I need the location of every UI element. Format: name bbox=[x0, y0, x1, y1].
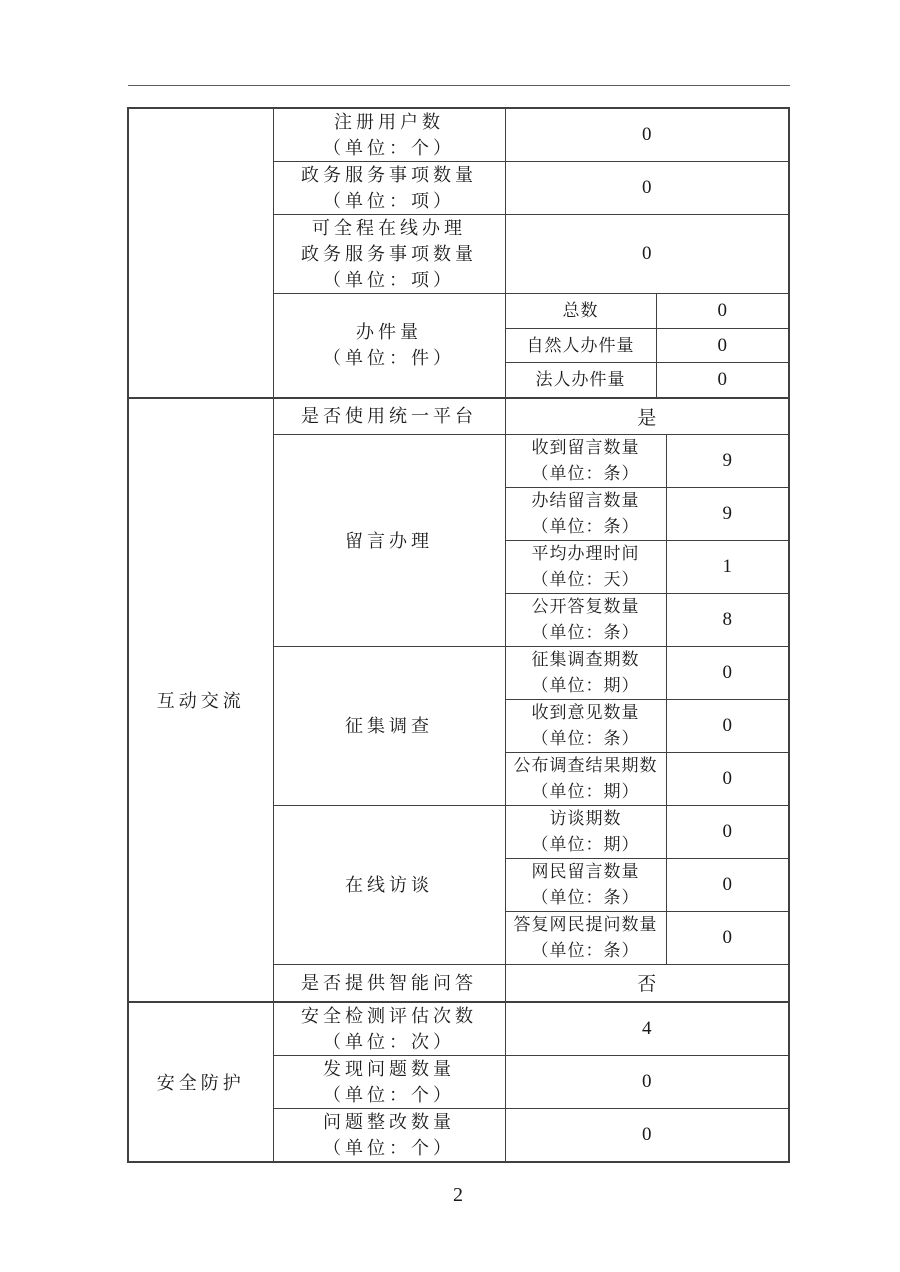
metric-value-online-service-items bbox=[505, 215, 789, 294]
metric-value-problems-found bbox=[505, 1055, 789, 1108]
group-label: 互动交流 bbox=[156, 690, 245, 711]
metric-value-text: 4 bbox=[642, 1017, 652, 1039]
subrow-label-text: 收到意见数量 bbox=[531, 703, 640, 722]
annual-report-table bbox=[127, 107, 790, 1163]
metric-label-text-line2: 政务服务事项数量 bbox=[301, 244, 477, 264]
metric-label-text: 注册用户数 bbox=[334, 112, 444, 132]
subrow-label-total bbox=[505, 294, 656, 329]
subrow-value-text: 9 bbox=[722, 450, 733, 471]
subrow-label-text: 办结留言数量 bbox=[531, 491, 640, 510]
subrow-label-text: 总数 bbox=[562, 301, 599, 320]
metric-label-problems-found bbox=[273, 1055, 505, 1108]
subrow-value-legal-person bbox=[656, 363, 789, 398]
metric-label-text: 是否提供智能问答 bbox=[301, 972, 477, 993]
metric-value-service-items bbox=[505, 162, 789, 215]
metric-label-unified-platform bbox=[273, 398, 505, 435]
subrow-label-text: 法人办件量 bbox=[535, 369, 626, 389]
subrow-value-text: 8 bbox=[722, 609, 733, 630]
group-cell-blank bbox=[128, 108, 273, 398]
metric-value-problems-rectified bbox=[505, 1108, 789, 1162]
page-header-rule bbox=[128, 85, 790, 86]
metric-label-case-volume bbox=[273, 294, 505, 398]
metric-label-text: 办件量 bbox=[356, 322, 422, 343]
subrow-label-results-published bbox=[505, 753, 666, 806]
metric-label-smart-qa bbox=[273, 965, 505, 1002]
subrow-value-interview-periods bbox=[666, 806, 789, 859]
subrow-value-opinions-received bbox=[666, 700, 789, 753]
subrow-value-results-published bbox=[666, 753, 789, 806]
metric-value-smart-qa bbox=[505, 965, 789, 1002]
metric-value-text: 0 bbox=[642, 1070, 652, 1092]
subrow-unit-text: （单位：期） bbox=[531, 835, 640, 854]
subrow-label-text: 访谈期数 bbox=[549, 809, 622, 828]
metric-unit-text: （单位：件） bbox=[323, 348, 455, 369]
metric-unit-text: （单位：项） bbox=[323, 191, 455, 211]
subrow-value-text: 0 bbox=[722, 662, 733, 683]
table-row bbox=[128, 108, 789, 162]
metric-label-security-assessments bbox=[273, 1002, 505, 1056]
subrow-value-text: 0 bbox=[722, 715, 733, 736]
metric-value-registered-users bbox=[505, 108, 789, 162]
metric-label-online-service-items bbox=[273, 215, 505, 294]
metric-value-text: 是 bbox=[637, 407, 657, 429]
metric-value-text: 0 bbox=[642, 124, 652, 145]
metric-label-text: 问题整改数量 bbox=[323, 1111, 455, 1132]
subrow-label-text: 收到留言数量 bbox=[531, 438, 640, 457]
subrow-label-opinions-received bbox=[505, 700, 666, 753]
subrow-unit-text: （单位：期） bbox=[531, 676, 640, 695]
metric-unit-text: （单位：个） bbox=[323, 138, 455, 158]
subrow-value-text: 0 bbox=[722, 874, 733, 895]
table-row bbox=[128, 398, 789, 435]
subrow-label-interview-periods bbox=[505, 806, 666, 859]
subrow-unit-text: （单位：条） bbox=[531, 623, 640, 642]
metric-label-text: 是否使用统一平台 bbox=[301, 406, 477, 427]
metric-value-security-assessments bbox=[505, 1002, 789, 1056]
subrow-unit-text: （单位：条） bbox=[531, 729, 640, 748]
metric-unit-text: （单位：个） bbox=[323, 1137, 455, 1158]
subrow-label-survey-periods bbox=[505, 647, 666, 700]
subrow-unit-text: （单位：条） bbox=[531, 464, 640, 483]
metric-label-text: 发现问题数量 bbox=[323, 1058, 455, 1079]
subrow-label-text: 平均办理时间 bbox=[531, 544, 640, 563]
subrow-label-messages-received bbox=[505, 435, 666, 488]
group-cell-interaction bbox=[128, 398, 273, 1002]
metric-label-message-handling bbox=[273, 435, 505, 647]
subrow-label-text: 公开答复数量 bbox=[531, 597, 640, 616]
subrow-label-avg-handling-time bbox=[505, 541, 666, 594]
metric-label-surveys bbox=[273, 647, 505, 806]
subrow-label-netizen-messages bbox=[505, 859, 666, 912]
subrow-value-public-replies bbox=[666, 594, 789, 647]
subrow-value-text: 0 bbox=[722, 768, 733, 789]
subrow-unit-text: （单位：天） bbox=[531, 570, 640, 589]
subrow-unit-text: （单位：条） bbox=[531, 941, 640, 960]
subrow-label-text: 答复网民提问数量 bbox=[513, 915, 658, 934]
subrow-unit-text: （单位：条） bbox=[531, 888, 640, 907]
subrow-unit-text: （单位：条） bbox=[531, 517, 640, 536]
page-number: 2 bbox=[453, 1184, 463, 1206]
subrow-label-messages-completed bbox=[505, 488, 666, 541]
subrow-value-text: 0 bbox=[722, 927, 733, 948]
metric-value-unified-platform bbox=[505, 398, 789, 435]
subrow-label-public-replies bbox=[505, 594, 666, 647]
metric-unit-text: （单位：个） bbox=[323, 1084, 455, 1105]
group-label: 安全防护 bbox=[156, 1072, 245, 1093]
metric-label-problems-rectified bbox=[273, 1108, 505, 1162]
table-row bbox=[128, 1002, 789, 1056]
subrow-unit-text: （单位：期） bbox=[531, 782, 640, 801]
subrow-label-text: 网民留言数量 bbox=[531, 862, 640, 881]
metric-unit-text: （单位：次） bbox=[323, 1031, 455, 1052]
metric-label-text: 留言办理 bbox=[345, 530, 433, 551]
metric-value-text: 0 bbox=[642, 243, 652, 264]
metric-label-text: 可全程在线办理 bbox=[312, 218, 466, 238]
metric-label-online-interviews bbox=[273, 806, 505, 965]
metric-value-text: 0 bbox=[642, 177, 652, 198]
subrow-value-text: 0 bbox=[717, 334, 728, 356]
subrow-value-text: 0 bbox=[717, 300, 728, 321]
metric-label-text: 安全检测评估次数 bbox=[301, 1005, 477, 1026]
subrow-value-survey-periods bbox=[666, 647, 789, 700]
subrow-label-text: 自然人办件量 bbox=[526, 335, 635, 355]
subrow-value-text: 0 bbox=[722, 821, 733, 842]
subrow-value-messages-received bbox=[666, 435, 789, 488]
subrow-label-text: 征集调查期数 bbox=[531, 650, 640, 669]
subrow-value-avg-handling-time bbox=[666, 541, 789, 594]
subrow-label-text: 公布调查结果期数 bbox=[513, 756, 658, 775]
metric-label-text: 在线访谈 bbox=[345, 875, 433, 895]
metric-unit-text: （单位：项） bbox=[323, 270, 455, 290]
subrow-label-questions-answered bbox=[505, 912, 666, 965]
subrow-label-legal-person bbox=[505, 363, 656, 398]
metric-value-text: 否 bbox=[637, 974, 657, 996]
metric-label-registered-users bbox=[273, 108, 505, 162]
subrow-value-messages-completed bbox=[666, 488, 789, 541]
subrow-value-text: 1 bbox=[722, 556, 733, 577]
group-cell-security bbox=[128, 1002, 273, 1162]
subrow-value-text: 9 bbox=[722, 503, 733, 524]
subrow-label-natural-person bbox=[505, 329, 656, 363]
subrow-value-total bbox=[656, 294, 789, 329]
subrow-value-questions-answered bbox=[666, 912, 789, 965]
subrow-value-text: 0 bbox=[717, 368, 728, 390]
metric-value-text: 0 bbox=[642, 1123, 652, 1145]
subrow-value-netizen-messages bbox=[666, 859, 789, 912]
metric-label-text: 政务服务事项数量 bbox=[301, 165, 477, 185]
metric-label-text: 征集调查 bbox=[345, 716, 433, 736]
subrow-value-natural-person bbox=[656, 329, 789, 363]
metric-label-service-items bbox=[273, 162, 505, 215]
